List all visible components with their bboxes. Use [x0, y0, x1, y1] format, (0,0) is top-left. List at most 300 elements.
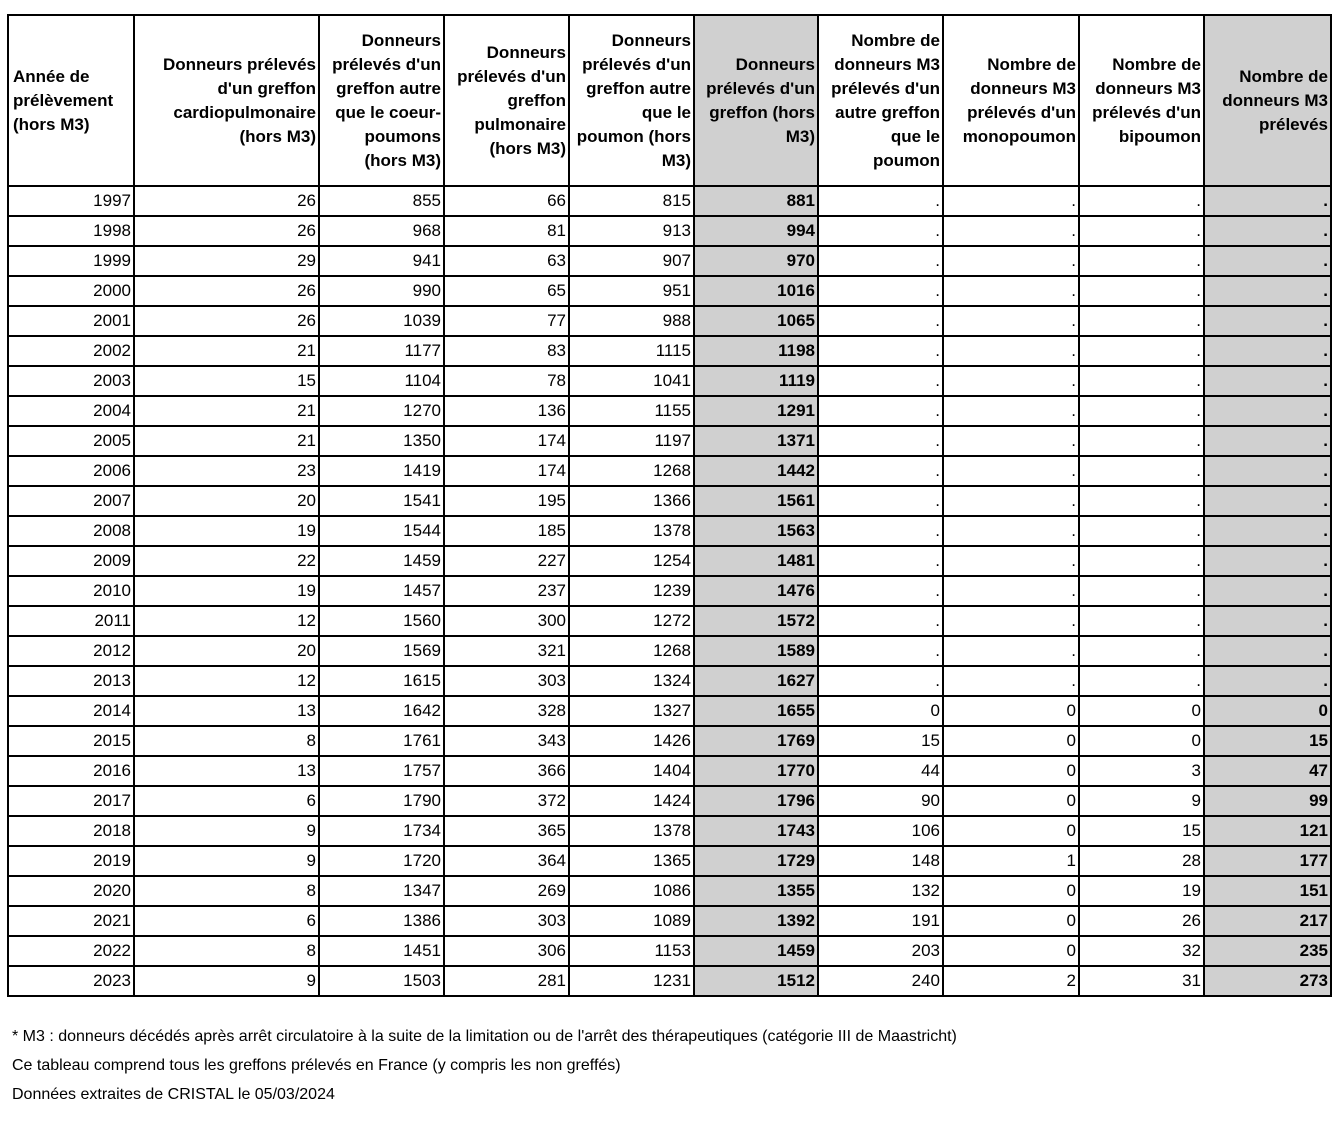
value-cell: 1769 [694, 726, 818, 756]
value-cell: 63 [444, 246, 569, 276]
year-cell: 1998 [8, 216, 134, 246]
value-cell: . [818, 396, 943, 426]
value-cell: 1155 [569, 396, 694, 426]
value-cell: 203 [818, 936, 943, 966]
value-cell: 26 [134, 276, 319, 306]
donors-table-container [7, 14, 1332, 997]
table-body [8, 186, 1331, 996]
value-cell: 65 [444, 276, 569, 306]
header-cardiopulmonary: Donneurs prélevés d'un greffon cardiopulmonaire (hors M3) [134, 15, 319, 186]
value-cell: 300 [444, 606, 569, 636]
value-cell: 1770 [694, 756, 818, 786]
value-cell: . [1204, 186, 1331, 216]
value-cell: . [943, 456, 1079, 486]
value-cell: . [818, 306, 943, 336]
value-cell: 1324 [569, 666, 694, 696]
value-cell: . [818, 666, 943, 696]
footnote-scope: Ce tableau comprend tous les greffons prélevés en France (y compris les non greffés) [12, 1057, 621, 1074]
value-cell: . [1079, 336, 1204, 366]
value-cell: 1239 [569, 576, 694, 606]
year-cell: 2014 [8, 696, 134, 726]
value-cell: 1177 [319, 336, 444, 366]
value-cell: 174 [444, 456, 569, 486]
value-cell: 31 [1079, 966, 1204, 996]
value-cell: 1560 [319, 606, 444, 636]
value-cell: . [1079, 276, 1204, 306]
value-cell: 269 [444, 876, 569, 906]
value-cell: 8 [134, 876, 319, 906]
footer-notes [12, 1028, 957, 1115]
year-cell: 2004 [8, 396, 134, 426]
table-row [8, 816, 1331, 846]
value-cell: 217 [1204, 906, 1331, 936]
table-row [8, 726, 1331, 756]
value-cell: . [943, 576, 1079, 606]
value-cell: 26 [134, 216, 319, 246]
value-cell: 1503 [319, 966, 444, 996]
value-cell: 1426 [569, 726, 694, 756]
value-cell: . [943, 216, 1079, 246]
table-row [8, 906, 1331, 936]
value-cell: 19 [134, 576, 319, 606]
year-cell: 2017 [8, 786, 134, 816]
value-cell: 78 [444, 366, 569, 396]
value-cell: 47 [1204, 756, 1331, 786]
value-cell: 1481 [694, 546, 818, 576]
year-cell: 2007 [8, 486, 134, 516]
value-cell: 1378 [569, 516, 694, 546]
value-cell: 26 [1079, 906, 1204, 936]
header-m3-total: Nombre de donneurs M3 prélevés [1204, 15, 1331, 186]
value-cell: 1561 [694, 486, 818, 516]
value-cell: 907 [569, 246, 694, 276]
value-cell: 343 [444, 726, 569, 756]
value-cell: . [1079, 486, 1204, 516]
value-cell: 191 [818, 906, 943, 936]
value-cell: 1563 [694, 516, 818, 546]
value-cell: 19 [1079, 876, 1204, 906]
value-cell: 6 [134, 906, 319, 936]
header-m3-double-lung: Nombre de donneurs M3 prélevés d'un bipoumon [1079, 15, 1204, 186]
value-cell: 22 [134, 546, 319, 576]
value-cell: 185 [444, 516, 569, 546]
header-other-than-lung: Donneurs prélevés d'un greffon autre que le poumon (hors M3) [569, 15, 694, 186]
value-cell: . [1079, 456, 1204, 486]
value-cell: . [943, 366, 1079, 396]
value-cell: . [1204, 396, 1331, 426]
value-cell: . [1204, 636, 1331, 666]
value-cell: 1457 [319, 576, 444, 606]
value-cell: 132 [818, 876, 943, 906]
value-cell: 77 [444, 306, 569, 336]
value-cell: . [818, 336, 943, 366]
year-cell: 2009 [8, 546, 134, 576]
value-cell: 2 [943, 966, 1079, 996]
table-row [8, 516, 1331, 546]
value-cell: . [943, 666, 1079, 696]
value-cell: 1355 [694, 876, 818, 906]
footnote-m3-definition: * M3 : donneurs décédés après arrêt circulatoire à la suite de la limitation ou de l'arrêt des thérapeutiques (catégorie III de Maastricht) [12, 1028, 957, 1045]
value-cell: . [1079, 186, 1204, 216]
value-cell: . [1204, 426, 1331, 456]
value-cell: 968 [319, 216, 444, 246]
value-cell: 1627 [694, 666, 818, 696]
value-cell: 1 [943, 846, 1079, 876]
value-cell: 9 [1079, 786, 1204, 816]
value-cell: . [1079, 426, 1204, 456]
value-cell: 1231 [569, 966, 694, 996]
value-cell: 303 [444, 666, 569, 696]
value-cell: 1016 [694, 276, 818, 306]
value-cell: 21 [134, 336, 319, 366]
value-cell: 1615 [319, 666, 444, 696]
value-cell: 237 [444, 576, 569, 606]
value-cell: 66 [444, 186, 569, 216]
header-other-than-heart-lungs: Donneurs prélevés d'un greffon autre que le coeur-poumons (hors M3) [319, 15, 444, 186]
table-row [8, 276, 1331, 306]
year-cell: 2019 [8, 846, 134, 876]
value-cell: 328 [444, 696, 569, 726]
table-row [8, 306, 1331, 336]
value-cell: 321 [444, 636, 569, 666]
value-cell: . [818, 486, 943, 516]
value-cell: 1291 [694, 396, 818, 426]
table-row [8, 396, 1331, 426]
value-cell: 372 [444, 786, 569, 816]
value-cell: 1541 [319, 486, 444, 516]
year-cell: 1997 [8, 186, 134, 216]
value-cell: . [1079, 576, 1204, 606]
value-cell: 1086 [569, 876, 694, 906]
value-cell: 1392 [694, 906, 818, 936]
table-row [8, 246, 1331, 276]
table-row [8, 756, 1331, 786]
value-cell: . [1204, 486, 1331, 516]
year-cell: 2020 [8, 876, 134, 906]
table-row [8, 426, 1331, 456]
value-cell: 994 [694, 216, 818, 246]
value-cell: . [1079, 306, 1204, 336]
value-cell: 227 [444, 546, 569, 576]
value-cell: 1642 [319, 696, 444, 726]
value-cell: . [943, 426, 1079, 456]
table-row [8, 876, 1331, 906]
value-cell: 15 [1204, 726, 1331, 756]
value-cell: 1347 [319, 876, 444, 906]
table-row [8, 576, 1331, 606]
donors-table [7, 14, 1332, 997]
value-cell: 1104 [319, 366, 444, 396]
value-cell: 306 [444, 936, 569, 966]
value-cell: 1197 [569, 426, 694, 456]
value-cell: . [1204, 516, 1331, 546]
footnote-source: Données extraites de CRISTAL le 05/03/2024 [12, 1086, 335, 1103]
value-cell: . [818, 606, 943, 636]
value-cell: . [1204, 366, 1331, 396]
value-cell: . [943, 486, 1079, 516]
value-cell: 815 [569, 186, 694, 216]
value-cell: 1459 [319, 546, 444, 576]
value-cell: 26 [134, 306, 319, 336]
value-cell: 990 [319, 276, 444, 306]
year-cell: 2005 [8, 426, 134, 456]
value-cell: 0 [943, 696, 1079, 726]
value-cell: 13 [134, 696, 319, 726]
value-cell: 1366 [569, 486, 694, 516]
value-cell: 1729 [694, 846, 818, 876]
value-cell: 1743 [694, 816, 818, 846]
year-cell: 2008 [8, 516, 134, 546]
value-cell: . [943, 396, 1079, 426]
value-cell: 0 [943, 876, 1079, 906]
value-cell: 1350 [319, 426, 444, 456]
value-cell: . [1079, 606, 1204, 636]
value-cell: . [943, 306, 1079, 336]
value-cell: . [943, 246, 1079, 276]
value-cell: 0 [943, 786, 1079, 816]
value-cell: 15 [1079, 816, 1204, 846]
year-cell: 2000 [8, 276, 134, 306]
value-cell: 1089 [569, 906, 694, 936]
value-cell: 99 [1204, 786, 1331, 816]
value-cell: 1572 [694, 606, 818, 636]
value-cell: 1476 [694, 576, 818, 606]
value-cell: . [1204, 666, 1331, 696]
value-cell: 1115 [569, 336, 694, 366]
year-cell: 2016 [8, 756, 134, 786]
value-cell: . [1079, 246, 1204, 276]
table-row [8, 666, 1331, 696]
value-cell: 1569 [319, 636, 444, 666]
value-cell: 303 [444, 906, 569, 936]
year-cell: 2021 [8, 906, 134, 936]
value-cell: 1419 [319, 456, 444, 486]
value-cell: 1272 [569, 606, 694, 636]
year-cell: 2006 [8, 456, 134, 486]
value-cell: 44 [818, 756, 943, 786]
value-cell: 0 [943, 936, 1079, 966]
year-cell: 1999 [8, 246, 134, 276]
value-cell: 81 [444, 216, 569, 246]
value-cell: 1790 [319, 786, 444, 816]
value-cell: 1761 [319, 726, 444, 756]
value-cell: . [818, 576, 943, 606]
value-cell: 913 [569, 216, 694, 246]
value-cell: 240 [818, 966, 943, 996]
value-cell: . [1204, 546, 1331, 576]
value-cell: 1720 [319, 846, 444, 876]
table-row [8, 606, 1331, 636]
value-cell: 1512 [694, 966, 818, 996]
value-cell: 15 [818, 726, 943, 756]
year-cell: 2003 [8, 366, 134, 396]
value-cell: 6 [134, 786, 319, 816]
year-cell: 2011 [8, 606, 134, 636]
value-cell: 364 [444, 846, 569, 876]
value-cell: 106 [818, 816, 943, 846]
value-cell: 1655 [694, 696, 818, 726]
value-cell: 20 [134, 486, 319, 516]
year-cell: 2002 [8, 336, 134, 366]
header-pulmonary: Donneurs prélevés d'un greffon pulmonaire (hors M3) [444, 15, 569, 186]
header-m3-other-than-lung: Nombre de donneurs M3 prélevés d'un autre greffon que le poumon [818, 15, 943, 186]
value-cell: 8 [134, 726, 319, 756]
value-cell: 13 [134, 756, 319, 786]
year-cell: 2018 [8, 816, 134, 846]
value-cell: . [818, 216, 943, 246]
value-cell: 988 [569, 306, 694, 336]
value-cell: 28 [1079, 846, 1204, 876]
value-cell: 1442 [694, 456, 818, 486]
value-cell: 90 [818, 786, 943, 816]
value-cell: 9 [134, 966, 319, 996]
value-cell: 235 [1204, 936, 1331, 966]
value-cell: 1424 [569, 786, 694, 816]
table-row [8, 186, 1331, 216]
value-cell: 21 [134, 396, 319, 426]
year-cell: 2001 [8, 306, 134, 336]
value-cell: . [1204, 306, 1331, 336]
value-cell: . [1204, 276, 1331, 306]
value-cell: 21 [134, 426, 319, 456]
value-cell: 1268 [569, 456, 694, 486]
value-cell: 3 [1079, 756, 1204, 786]
value-cell: 1198 [694, 336, 818, 366]
value-cell: 1254 [569, 546, 694, 576]
value-cell: 12 [134, 606, 319, 636]
value-cell: . [1079, 396, 1204, 426]
value-cell: 0 [1079, 726, 1204, 756]
year-cell: 2010 [8, 576, 134, 606]
value-cell: . [818, 276, 943, 306]
header-row [8, 15, 1331, 186]
value-cell: 1589 [694, 636, 818, 666]
value-cell: 83 [444, 336, 569, 366]
value-cell: 0 [943, 906, 1079, 936]
value-cell: 0 [1079, 696, 1204, 726]
value-cell: 19 [134, 516, 319, 546]
table-row [8, 786, 1331, 816]
value-cell: 15 [134, 366, 319, 396]
value-cell: 1544 [319, 516, 444, 546]
year-cell: 2013 [8, 666, 134, 696]
value-cell: 970 [694, 246, 818, 276]
year-cell: 2022 [8, 936, 134, 966]
value-cell: 1270 [319, 396, 444, 426]
value-cell: 1268 [569, 636, 694, 666]
value-cell: 1796 [694, 786, 818, 816]
value-cell: 32 [1079, 936, 1204, 966]
value-cell: . [943, 336, 1079, 366]
header-m3-single-lung: Nombre de donneurs M3 prélevés d'un monopoumon [943, 15, 1079, 186]
value-cell: 121 [1204, 816, 1331, 846]
value-cell: 136 [444, 396, 569, 426]
value-cell: 1386 [319, 906, 444, 936]
table-row [8, 696, 1331, 726]
table-row [8, 456, 1331, 486]
value-cell: 1451 [319, 936, 444, 966]
value-cell: 26 [134, 186, 319, 216]
value-cell: . [943, 276, 1079, 306]
value-cell: 951 [569, 276, 694, 306]
value-cell: 1404 [569, 756, 694, 786]
value-cell: . [818, 186, 943, 216]
header-year: Année de prélèvement (hors M3) [8, 15, 134, 186]
value-cell: 1378 [569, 816, 694, 846]
value-cell: 1734 [319, 816, 444, 846]
table-row [8, 636, 1331, 666]
year-cell: 2015 [8, 726, 134, 756]
value-cell: 1039 [319, 306, 444, 336]
value-cell: 281 [444, 966, 569, 996]
value-cell: . [1204, 576, 1331, 606]
table-row [8, 546, 1331, 576]
value-cell: 1459 [694, 936, 818, 966]
table-row [8, 846, 1331, 876]
value-cell: 0 [943, 726, 1079, 756]
value-cell: . [818, 546, 943, 576]
value-cell: 1065 [694, 306, 818, 336]
value-cell: 941 [319, 246, 444, 276]
value-cell: . [818, 516, 943, 546]
value-cell: . [943, 546, 1079, 576]
value-cell: 23 [134, 456, 319, 486]
value-cell: 177 [1204, 846, 1331, 876]
header-total-donors: Donneurs prélevés d'un greffon (hors M3) [694, 15, 818, 186]
value-cell: 855 [319, 186, 444, 216]
value-cell: 8 [134, 936, 319, 966]
value-cell: 0 [818, 696, 943, 726]
value-cell: . [818, 366, 943, 396]
value-cell: . [943, 636, 1079, 666]
value-cell: . [1204, 456, 1331, 486]
value-cell: . [1079, 216, 1204, 246]
value-cell: . [818, 426, 943, 456]
value-cell: . [1204, 336, 1331, 366]
value-cell: 0 [943, 756, 1079, 786]
value-cell: . [1204, 246, 1331, 276]
value-cell: . [1079, 666, 1204, 696]
value-cell: 366 [444, 756, 569, 786]
value-cell: . [943, 606, 1079, 636]
value-cell: . [818, 456, 943, 486]
value-cell: . [1204, 216, 1331, 246]
value-cell: 365 [444, 816, 569, 846]
value-cell: 0 [1204, 696, 1331, 726]
value-cell: . [943, 516, 1079, 546]
value-cell: 9 [134, 816, 319, 846]
value-cell: 1365 [569, 846, 694, 876]
value-cell: 174 [444, 426, 569, 456]
value-cell: 151 [1204, 876, 1331, 906]
table-row [8, 936, 1331, 966]
year-cell: 2023 [8, 966, 134, 996]
value-cell: . [1079, 516, 1204, 546]
value-cell: 29 [134, 246, 319, 276]
value-cell: 1757 [319, 756, 444, 786]
value-cell: . [1079, 546, 1204, 576]
value-cell: 9 [134, 846, 319, 876]
value-cell: 1327 [569, 696, 694, 726]
value-cell: . [818, 246, 943, 276]
value-cell: 1119 [694, 366, 818, 396]
value-cell: 20 [134, 636, 319, 666]
value-cell: 1153 [569, 936, 694, 966]
value-cell: . [818, 636, 943, 666]
value-cell: . [1204, 606, 1331, 636]
value-cell: . [943, 186, 1079, 216]
table-row [8, 336, 1331, 366]
